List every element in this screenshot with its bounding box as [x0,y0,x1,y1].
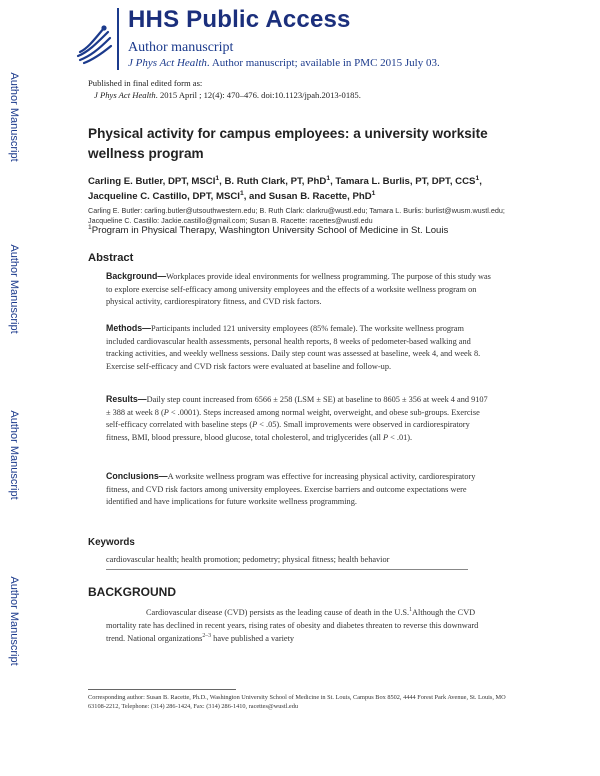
side-tab-author-manuscript-1: Author Manuscript [8,72,20,162]
keywords-heading: Keywords [88,537,135,548]
published-in-note: Published in final edited form as: J Phys Act Health. 2015 April ; 12(4): 470–476. doi:10.1123/jpah.2013-0185. [88,78,361,100]
header-divider [117,8,119,70]
hhs-eagle-logo [74,22,114,66]
keywords-list: cardiovascular health; health promotion; pedometry; physical fitness; health behavior [106,555,390,564]
abstract-conclusions: Conclusions—A worksite wellness program was effective for increasing physical activity, cardiorespiratory fitness, and CVD risk factors among university employees. Exercise barriers and outcome expectations were identified and have implications for future worksite wellness programming. [106,471,476,507]
affiliation: $^1$Program in Physical Therapy, Washington University School of Medicine in St. Louis [88,223,449,236]
abstract-background: Background—Workplaces provide ideal environments for wellness programming. The purpose of this study was to explore exercise self-efficacy among university employees and the effects of a worksite wellness program on physical activity, cardiorespiratory fitness, and CVD risk factors. [106,271,491,307]
article-title: Physical activity for campus employees: a university worksite wellness program [88,126,488,161]
keywords-divider [106,569,468,570]
side-tab-author-manuscript-2: Author Manuscript [8,244,20,334]
abstract-results: Results—Daily step count increased from 6566 ± 258 (LSM ± SE) at baseline to 8605 ± 356 at week 4 and 9107 ± 388 at week 8 (P < .0001). Steps increased among normal weight, overweight, and obese sub-groups. Exercise self-efficacy correlated with baseline steps (P < .05). Small improvements were observed in cardiorespiratory fitness, BMI, blood pressure, blood glucose, total cholesterol, and triglycerides (all P < .01). [106,394,488,443]
side-tab-author-manuscript-3: Author Manuscript [8,410,20,500]
side-tab-author-manuscript-4: Author Manuscript [8,576,20,666]
author-list: Carling E. Butler, DPT, MSCI$^1$, B. Ruth Clark, PT, PhD$^1$, Tamara L. Burlis, PT, DPT, CCS$^1$, Jacqueline C. Castillo, DPT, MSCI$^1$, and Susan B. Racette, PhD$^1$ [88,174,482,202]
author-emails: Carling E. Butler: carling.butler@utsouthwestern.edu; B. Ruth Clark: clarkru@wustl.edu; Tamara L. Burlis: burlist@wusm.wustl.edu; Jacqueline C. Castillo: Jackie.castillo@gmail.com; Susan B. Racette: racettes@wustl.edu [88,206,505,225]
abstract-methods: Methods—Participants included 121 university employees (85% female). The worksite wellness program included cardiovascular health assessments, personal health reports, 8 weeks of pedometer-based walking and tracking activities, and weekly wellness sessions. Daily step count was assessed at baseline, week 4, and week 8. Exercise self-efficacy and CVD risk factors were evaluated at baseline and follow-up. [106,323,481,372]
availability-citation: J Phys Act Health. Author manuscript; available in PMC 2015 July 03. [128,57,440,69]
background-paragraph: Cardiovascular disease (CVD) persists as the leading cause of death in the U.S.$^1$Although the CVD mortality rate has declined in recent years, rising rates of obesity and diabetes threaten to reverse this downward trend. National organizations$^{2-3}$ have published a variety [106,607,479,644]
abstract-heading: Abstract [88,252,134,264]
author-manuscript-label: Author manuscript [128,40,234,55]
corresponding-author-footnote: Corresponding author: Susan B. Racette, Ph.D., Washington University School of Medicine in St. Louis, Campus Box 8502, 4444 Forest Park Avenue, St. Louis, MO 63108-2212, Telephone: (314) 286-1424, Fax: (314) 286-1410, racettes@wustl.edu [88,694,506,711]
footnote-divider [88,689,236,690]
background-heading: BACKGROUND [88,585,176,599]
brand-title: HHS Public Access [128,6,351,33]
